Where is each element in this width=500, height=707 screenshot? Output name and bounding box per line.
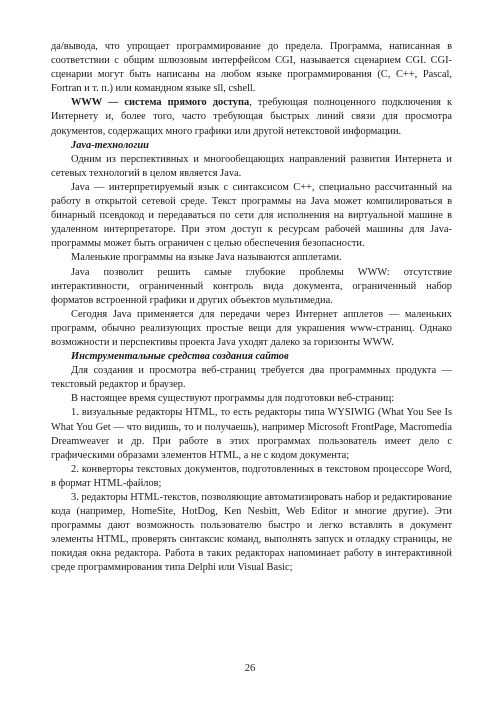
- list-item-visual-editors: 1. визуальные редакторы HTML, то есть редакторы типа WYSIWIG (What You See Is What You Get — что видишь, то и получаешь), например Microsoft FrontPage, Macromedia Dreamweaver и др. При работе в этих программах пользователь имеет дело с графическими образами элементов HTML, а не с кодом документа;: [51, 407, 452, 461]
- paragraph-applets: Маленькие программы на языке Java называются апплетами.: [71, 252, 342, 264]
- paragraph-two-products: Для создания и просмотра веб-страниц требуется два программных продукта — текстовый редактор и браузер.: [51, 365, 452, 391]
- heading-java-technologies: Java-технологии: [71, 139, 149, 151]
- paragraph-www-direct-access: [51, 96, 452, 138]
- paragraph-www-direct-access-text: , требующая полноценного подключения к Интернету и, более того, часто требующая быстрых линий связи для просмотра документов, содержащих много графики или другой нетекстовой информации.: [51, 97, 452, 137]
- paragraph-java-definition: Java — интерпретируемый язык с синтаксисом С++, специально рассчитанный на работу в открытой сетевой среде. Текст программы на Java может компилироваться в бинарный псевдокод и передаваться по сети для исполнения на виртуальной машине в удаленном интерпретаторе. При этом доступ к ресурсам рабочей машины для Java-программы может быть ограничен с целью обеспечения безопасности.: [51, 181, 452, 250]
- list-item-html-editors: 3. редакторы HTML-текстов, позволяющие автоматизировать набор и редактирование кода (например, HomeSite, HotDog, Ken Nesbitt, Web Editor и многие другие). Эти программы дают возможность пользователю быстро и легко вставлять в документ элементы HTML, проверять синтаксис команд, выполнять запуск и отладку страницы, не покидая окна редактора. Работа в таких редакторах напоминает работу в интерактивной среде программирования типа Delphi или Visual Basic;: [51, 492, 452, 574]
- paragraph-java-problems: Java позволит решить самые глубокие проблемы WWW: отсутствие интерактивности, ограниченный контроль вида документа, ограниченный набор форматов встроенной графики и других объектов мультимедиа.: [51, 266, 452, 306]
- paragraph-java-today: Сегодня Java применяется для передачи через Интернет апплетов — маленьких программ, обычно реализующих простые вещи для украшения www-страниц. Однако возможности и перспективы проекта Java уходят далеко за горизонты WWW.: [51, 308, 452, 348]
- list-item-converters: 2. конверторы текстовых документов, подготовленных в текстовом процессоре Word, в формат HTML-файлов;: [51, 463, 452, 489]
- heading-site-tools: Инструментальные средства создания сайтов: [71, 351, 289, 363]
- paragraph-java-intro: Одним из перспективных и многообещающих направлений развития Интернета и сетевых технологий в целом является Java.: [51, 153, 452, 179]
- term-www-direct-access: WWW — система прямого доступа: [71, 97, 250, 109]
- page-body: [51, 40, 452, 576]
- paragraph-programs-list-intro: В настоящее время существуют программы для подготовки веб-страниц:: [71, 393, 395, 405]
- page-number: 26: [244, 663, 256, 674]
- paragraph-cgi-continuation: да/вывода, что упрощает программирование до предела. Программа, написанная в соответствии с общим шлюзовым интерфейсом CGI, называется сценарием CGI. CGI-сценарии могут быть написаны на любом языке программирования (С, С++, Pascal, Fortran и т. п.) или командном языке sll, cshell.: [51, 41, 452, 95]
